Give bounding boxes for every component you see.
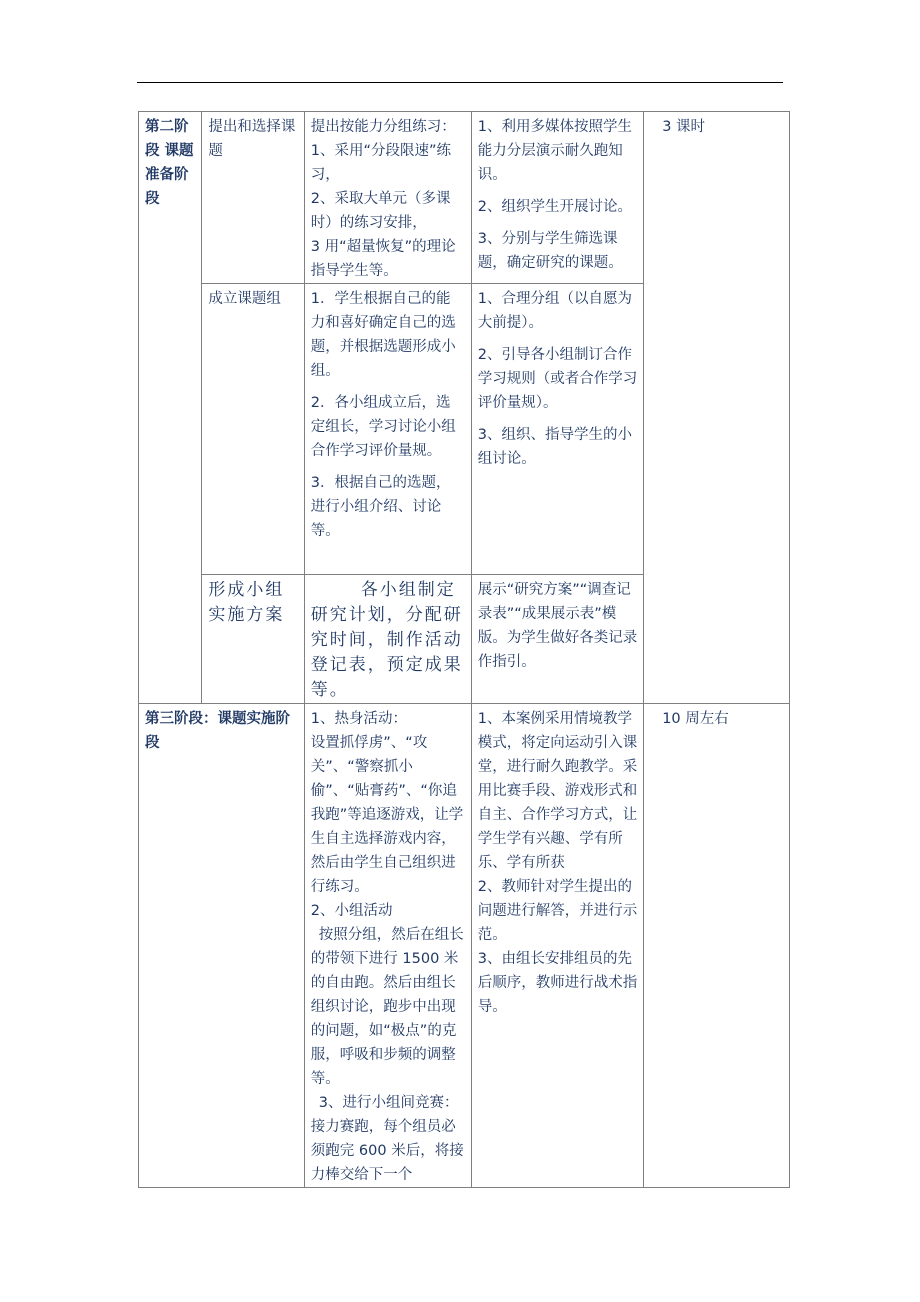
table-row <box>139 704 790 1188</box>
teacher-cell: 1、合理分组（以自愿为大前提）。 2、引导各小组制订合作学习规则（或者合作学习评价量规）。 3、组织、指导学生的小组讨论。 <box>471 284 643 575</box>
header-rule <box>137 82 783 83</box>
table-row <box>139 112 790 284</box>
time-cell: 3 课时 <box>644 112 790 704</box>
stage-label: 第二阶段 课题准备阶段 <box>139 112 202 704</box>
topic-cell: 成立课题组 <box>202 284 304 575</box>
content-cell: 1．学生根据自己的能力和喜好确定自己的选题，并根据选题形成小组。 2．各小组成立后，选定组长，学习讨论小组合作学习评价量规。 3．根据自己的选题，进行小组介绍、讨论等。 <box>304 284 471 575</box>
content-cell: 提出按能力分组练习： 1、采用“分段限速”练习， 2、采取大单元（多课时）的练习安排， 3 用“超量恢复”的理论指导学生等。 <box>304 112 471 284</box>
lesson-plan-table <box>138 111 790 1188</box>
topic-cell: 形成小组实施方案 <box>202 575 304 704</box>
content-cell: 1、热身活动： 设置抓俘虏”、“攻关”、“警察抓小偷”、“贴膏药”、“你追我跑”等追逐游戏，让学生自主选择游戏内容，然后由学生自己组织进行练习。 2、小组活动 按照分组，然后在组长的带领下进行 1500 米的自由跑。然后由组长组织讨论，跑步中出现的问题，如“极点”的克服，呼吸和步频的调整等。 3、进行小组间竞赛：接力赛跑，每个组员必须跑完 600 米后，将接力棒交给下一个 <box>304 704 471 1188</box>
teacher-cell: 1、利用多媒体按照学生能力分层演示耐久跑知识。 2、组织学生开展讨论。 3、分别与学生筛选课题，确定研究的课题。 <box>471 112 643 284</box>
time-cell: 10 周左右 <box>644 704 790 1188</box>
stage-label: 第三阶段：课题实施阶段 <box>139 704 305 1188</box>
topic-cell: 提出和选择课题 <box>202 112 304 284</box>
content-cell: 各小组制定研究计划，分配研究时间，制作活动登记表，预定成果等。 <box>304 575 471 704</box>
teacher-cell: 1、本案例采用情境教学模式，将定向运动引入课堂，进行耐久跑教学。采用比赛手段、游戏形式和自主、合作学习方式，让学生学有兴趣、学有所乐、学有所获 2、教师针对学生提出的问题进行解答，并进行示范。 3、由组长安排组员的先后顺序，教师进行战术指导。 <box>471 704 643 1188</box>
teacher-cell: 展示“研究方案”“调查记录表”“成果展示表”模版。为学生做好各类记录作指引。 <box>471 575 643 704</box>
